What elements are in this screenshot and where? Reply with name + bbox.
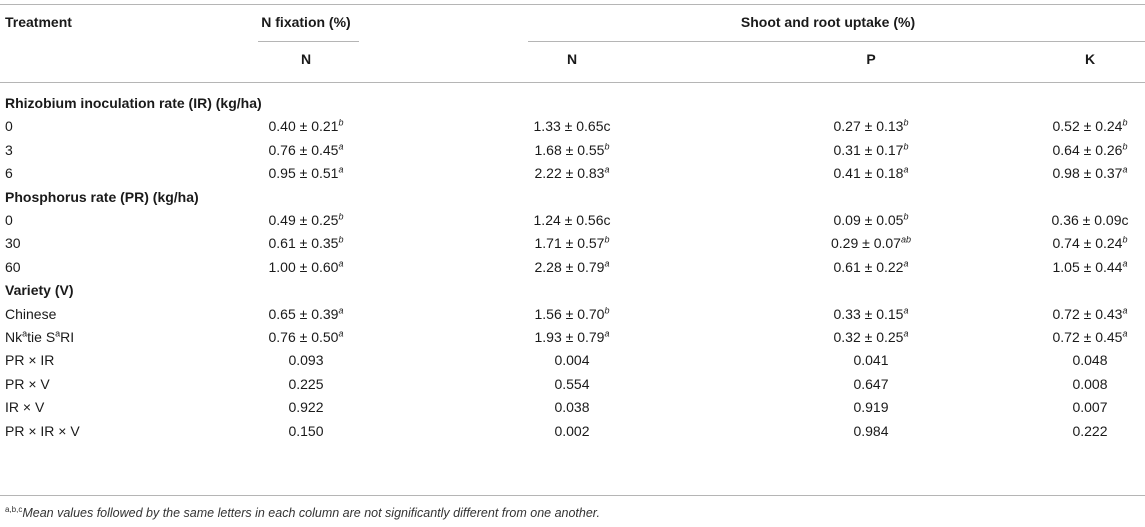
- significance-letter: a: [1122, 258, 1128, 269]
- cell-uptake-n: [472, 209, 672, 232]
- cell-value: 0.09 ± 0.05: [833, 212, 904, 228]
- uptake-underline: [528, 41, 1145, 42]
- cell-uptake-k: [1040, 209, 1140, 232]
- significance-letter: a: [604, 164, 610, 175]
- cell-value: 0.048: [1072, 352, 1108, 369]
- cell-value: 1.00 ± 0.60: [268, 258, 339, 275]
- row-label: PR × V: [5, 375, 50, 392]
- cell-uptake-n: [472, 232, 672, 255]
- cell-uptake-n: [472, 373, 672, 396]
- significance-letter: b: [604, 234, 610, 245]
- row-label: 0: [5, 118, 13, 135]
- section-title-row: [0, 92, 1145, 115]
- cell-n-fixation: [206, 139, 406, 162]
- cell-uptake-n: [472, 420, 672, 443]
- cell-uptake-p: [771, 373, 971, 396]
- cell-n-fixation: [206, 420, 406, 443]
- cell-value: 0.222: [1072, 422, 1108, 439]
- cell-uptake-p: [771, 162, 971, 185]
- cell-uptake-k: [1040, 396, 1140, 419]
- footnote-text: Mean values followed by the same letters in each column are not significantly different from one another.: [22, 506, 600, 520]
- cell-value: 0.49 ± 0.25: [268, 212, 339, 228]
- table-top-rule: [0, 4, 1145, 5]
- cell-uptake-p: [771, 139, 971, 162]
- cell-uptake-p: [771, 256, 971, 279]
- cell-value: 0.31 ± 0.17: [833, 141, 904, 158]
- significance-letter: b: [903, 141, 909, 152]
- cell-uptake-k: [1040, 326, 1140, 349]
- cell-value: 0.008: [1072, 375, 1108, 392]
- significance-letter: b: [1122, 234, 1128, 245]
- cell-value: 0.004: [554, 352, 590, 369]
- table-row: [0, 162, 1145, 185]
- cell-value: 0.922: [288, 399, 324, 416]
- cell-uptake-n: [472, 115, 672, 138]
- significance-letter: b: [338, 211, 344, 222]
- cell-value: 0.647: [853, 375, 889, 392]
- cell-value: 0.61 ± 0.35: [268, 235, 339, 252]
- cell-value: 0.002: [554, 422, 590, 439]
- cell-uptake-p: [771, 326, 971, 349]
- cell-uptake-n: [472, 396, 672, 419]
- cell-value: 0.225: [288, 375, 324, 392]
- cell-value: 0.72 ± 0.45: [1052, 329, 1123, 345]
- cell-value: 0.76 ± 0.45: [268, 141, 339, 158]
- cell-value: 0.554: [554, 375, 590, 392]
- cell-value: 0.007: [1072, 399, 1108, 416]
- significance-letter: a: [1122, 164, 1128, 175]
- row-label: PR × IR: [5, 352, 55, 369]
- cell-value: 0.32 ± 0.25: [833, 329, 904, 345]
- table-row: [0, 303, 1145, 326]
- cell-uptake-n: [472, 139, 672, 162]
- cell-value: 1.05 ± 0.44: [1052, 258, 1123, 275]
- cell-uptake-k: [1040, 373, 1140, 396]
- header-bottom-rule: [0, 82, 1145, 83]
- significance-letter: a: [903, 164, 909, 175]
- cell-value: 1.56 ± 0.70: [534, 305, 605, 322]
- label-part: Nk: [5, 329, 23, 345]
- cell-value: 0.64 ± 0.26: [1052, 141, 1123, 158]
- cell-n-fixation: [206, 326, 406, 349]
- header-row-1: [0, 11, 1145, 34]
- subheader-uptake-p: P: [866, 51, 876, 67]
- cell-uptake-k: [1040, 256, 1140, 279]
- significance-letter: a: [1122, 304, 1128, 315]
- significance-letter: ab: [900, 234, 911, 245]
- table-bottom-rule: [0, 495, 1145, 496]
- section-title: Rhizobium inoculation rate (IR) (kg/ha): [5, 95, 262, 111]
- cell-value: 1.93 ± 0.79: [534, 329, 605, 345]
- significance-letter: a: [338, 141, 344, 152]
- significance-letter: b: [604, 141, 610, 152]
- significance-letter: b: [1122, 141, 1128, 152]
- cell-uptake-k: [1040, 303, 1140, 326]
- row-label: [5, 326, 74, 349]
- cell-value: 1.68 ± 0.55: [534, 141, 605, 158]
- table-row: [0, 256, 1145, 279]
- subheader-n-fixation: N: [300, 51, 312, 67]
- cell-n-fixation: [206, 373, 406, 396]
- cell-uptake-p: [771, 420, 971, 443]
- subheader-uptake-n: N: [566, 51, 578, 67]
- cell-uptake-k: [1040, 115, 1140, 138]
- table-footnote: [5, 506, 600, 520]
- significance-letter: b: [1122, 117, 1128, 128]
- significance-letter: a: [338, 258, 344, 269]
- cell-value: 2.22 ± 0.83: [534, 165, 605, 182]
- significance-letter: b: [903, 117, 909, 128]
- table-row: [0, 115, 1145, 138]
- cell-value: 2.28 ± 0.79: [534, 258, 605, 275]
- cell-n-fixation: [206, 162, 406, 185]
- row-label: PR × IR × V: [5, 422, 80, 439]
- cell-n-fixation: [206, 232, 406, 255]
- cell-value: 0.919: [853, 399, 889, 416]
- header-n-fixation: N fixation (%): [261, 14, 351, 30]
- significance-letter: b: [338, 234, 344, 245]
- cell-value: 1.24 ± 0.56c: [533, 212, 611, 228]
- table-row: [0, 373, 1145, 396]
- header-treatment: Treatment: [5, 14, 72, 30]
- cell-n-fixation: [206, 115, 406, 138]
- row-label: 60: [5, 258, 21, 275]
- row-label: 30: [5, 235, 21, 252]
- cell-value: 0.150: [288, 422, 324, 439]
- table-row: [0, 349, 1145, 372]
- cell-uptake-p: [771, 115, 971, 138]
- cell-uptake-k: [1040, 139, 1140, 162]
- cell-value: 0.72 ± 0.43: [1052, 305, 1123, 322]
- cell-uptake-n: [472, 162, 672, 185]
- cell-value: 0.52 ± 0.24: [1052, 118, 1123, 135]
- significance-letter: a: [338, 328, 344, 339]
- footnote-marker: a,b,c: [5, 504, 23, 514]
- cell-value: 0.61 ± 0.22: [833, 258, 904, 275]
- label-superscript: a: [22, 328, 28, 339]
- row-label: Chinese: [5, 305, 57, 322]
- cell-uptake-p: [771, 303, 971, 326]
- cell-value: 0.65 ± 0.39: [268, 305, 339, 322]
- cell-value: 0.40 ± 0.21: [268, 118, 339, 135]
- cell-value: 1.33 ± 0.65c: [533, 118, 611, 135]
- cell-uptake-n: [472, 326, 672, 349]
- significance-letter: a: [338, 164, 344, 175]
- cell-value: 0.038: [554, 399, 590, 416]
- n-fixation-underline: [258, 41, 359, 42]
- section-title-row: [0, 279, 1145, 302]
- table-row: [0, 420, 1145, 443]
- label-part: RI: [60, 329, 75, 345]
- table-row: [0, 232, 1145, 255]
- row-label: IR × V: [5, 399, 45, 416]
- cell-uptake-k: [1040, 349, 1140, 372]
- significance-letter: a: [903, 258, 909, 269]
- cell-uptake-p: [771, 349, 971, 372]
- section-title: Variety (V): [5, 282, 74, 299]
- cell-uptake-p: [771, 396, 971, 419]
- cell-n-fixation: [206, 396, 406, 419]
- cell-value: 0.95 ± 0.51: [268, 165, 339, 182]
- table-row: [0, 396, 1145, 419]
- cell-n-fixation: [206, 349, 406, 372]
- cell-uptake-n: [472, 349, 672, 372]
- significance-letter: a: [903, 304, 909, 315]
- cell-uptake-p: [771, 232, 971, 255]
- significance-letter: a: [338, 304, 344, 315]
- cell-uptake-k: [1040, 232, 1140, 255]
- cell-value: 0.041: [853, 352, 889, 369]
- significance-letter: b: [338, 117, 344, 128]
- section-title-row: [0, 186, 1145, 209]
- cell-n-fixation: [206, 303, 406, 326]
- significance-letter: a: [903, 328, 909, 339]
- significance-letter: b: [903, 211, 909, 222]
- cell-value: 0.36 ± 0.09c: [1051, 212, 1129, 228]
- header-row-2: [0, 48, 1145, 71]
- cell-uptake-k: [1040, 162, 1140, 185]
- significance-letter: a: [604, 328, 610, 339]
- cell-value: 0.76 ± 0.50: [268, 329, 339, 345]
- significance-letter: a: [1122, 328, 1128, 339]
- cell-value: 0.33 ± 0.15: [833, 305, 904, 322]
- label-superscript: a: [55, 328, 61, 339]
- significance-letter: b: [604, 304, 610, 315]
- header-uptake: Shoot and root uptake (%): [740, 14, 916, 30]
- cell-value: 0.984: [853, 422, 889, 439]
- table-row: [0, 139, 1145, 162]
- cell-value: 1.71 ± 0.57: [534, 235, 605, 252]
- cell-uptake-n: [472, 256, 672, 279]
- row-label: 0: [5, 212, 13, 228]
- label-part: tie S: [27, 329, 56, 345]
- cell-n-fixation: [206, 256, 406, 279]
- cell-value: 0.98 ± 0.37: [1052, 165, 1123, 182]
- row-label: 3: [5, 141, 13, 158]
- cell-value: 0.29 ± 0.07: [831, 235, 901, 252]
- table-row: [0, 326, 1145, 349]
- cell-uptake-n: [472, 303, 672, 326]
- section-title: Phosphorus rate (PR) (kg/ha): [5, 188, 199, 205]
- table-row: [0, 209, 1145, 232]
- cell-n-fixation: [206, 209, 406, 232]
- cell-value: 0.74 ± 0.24: [1052, 235, 1123, 252]
- cell-value: 0.27 ± 0.13: [833, 118, 904, 135]
- cell-value: 0.093: [288, 352, 324, 369]
- cell-value: 0.41 ± 0.18: [833, 165, 904, 182]
- significance-letter: a: [604, 258, 610, 269]
- cell-uptake-p: [771, 209, 971, 232]
- subheader-uptake-k: K: [1084, 51, 1096, 67]
- cell-uptake-k: [1040, 420, 1140, 443]
- row-label: 6: [5, 165, 13, 182]
